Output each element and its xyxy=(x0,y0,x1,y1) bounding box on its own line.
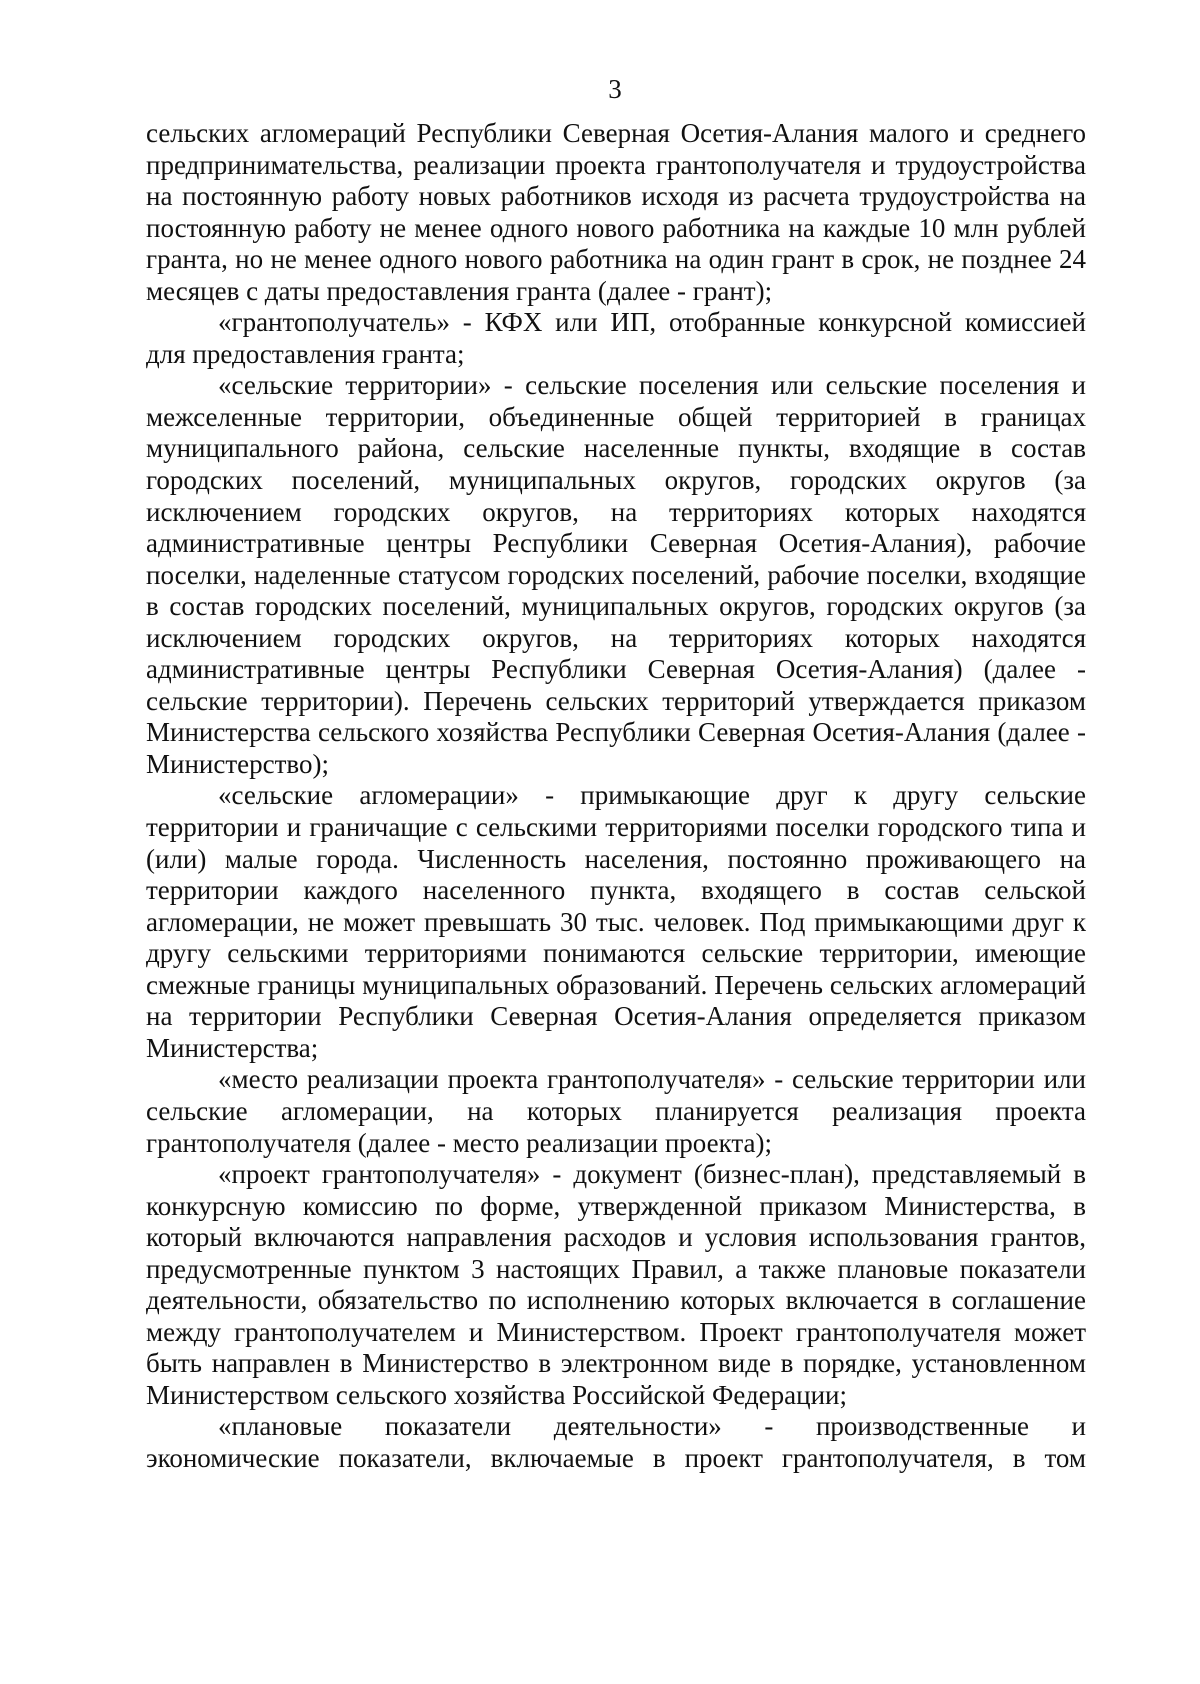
paragraph-grant-recipient-definition: «грантополучатель» - КФХ или ИП, отобранные конкурсной комиссией для предоставления гранта; xyxy=(146,307,1086,369)
paragraph-planned-indicators-definition: «плановые показатели деятельности» - производственные и экономические показатели, включаемые в проект грантополучателя, в том xyxy=(146,1411,1086,1473)
paragraph-rural-territories-definition: «сельские территории» - сельские поселения или сельские поселения и межселенные территории, объединенные общей территорией в границах муниципального района, сельские населенные пункты, входящие в состав городских поселений, муниципальных округов, городских округов (за исключением городских округов, на территориях которых находятся административные центры Республики Северная Осетия-Алания), рабочие поселки, наделенные статусом городских поселений, рабочие поселки, входящие в состав городских поселений, муниципальных округов, городских округов (за исключением городских округов, на территориях которых находятся административные центры Республики Северная Осетия-Алания) (далее - сельские территории). Перечень сельских территорий утверждается приказом Министерства сельского хозяйства Республики Северная Осетия-Алания (далее - Министерство); xyxy=(146,370,1086,779)
document-body xyxy=(146,118,1086,1475)
paragraph-rural-agglomerations-definition: «сельские агломерации» - примыкающие друг к другу сельские территории и граничащие с сельскими территориями поселки городского типа и (или) малые города. Численность населения, постоянно проживающего на территории каждого населенного пункта, входящего в состав сельской агломерации, не может превышать 30 тыс. человек. Под примыкающими друг к другу сельскими территориями понимаются сельские территории, имеющие смежные границы муниципальных образований. Перечень сельских агломераций на территории Республики Северная Осетия-Алания определяется приказом Министерства; xyxy=(146,780,1086,1063)
paragraph-grant-definition-continuation: сельских агломераций Республики Северная Осетия-Алания малого и среднего предпринимательства, реализации проекта грантополучателя и трудоустройства на постоянную работу новых работников исходя из расчета трудоустройства на постоянную работу не менее одного нового работника на каждые 10 млн рублей гранта, но не менее одного нового работника на один грант в срок, не позднее 24 месяцев с даты предоставления гранта (далее - грант); xyxy=(146,118,1086,306)
paragraph-grant-project-definition: «проект грантополучателя» - документ (бизнес-план), представляемый в конкурсную комиссию по форме, утвержденной приказом Министерства, в который включаются направления расходов и условия использования грантов, предусмотренные пунктом 3 настоящих Правил, а также плановые показатели деятельности, обязательство по исполнению которых включается в соглашение между грантополучателем и Министерством. Проект грантополучателя может быть направлен в Министерство в электронном виде в порядке, установленном Министерством сельского хозяйства Российской Федерации; xyxy=(146,1159,1086,1410)
paragraph-project-location-definition: «место реализации проекта грантополучателя» - сельские территории или сельские агломерации, на которых планируется реализация проекта грантополучателя (далее - место реализации проекта); xyxy=(146,1064,1086,1158)
page-number: 3 xyxy=(608,74,622,104)
